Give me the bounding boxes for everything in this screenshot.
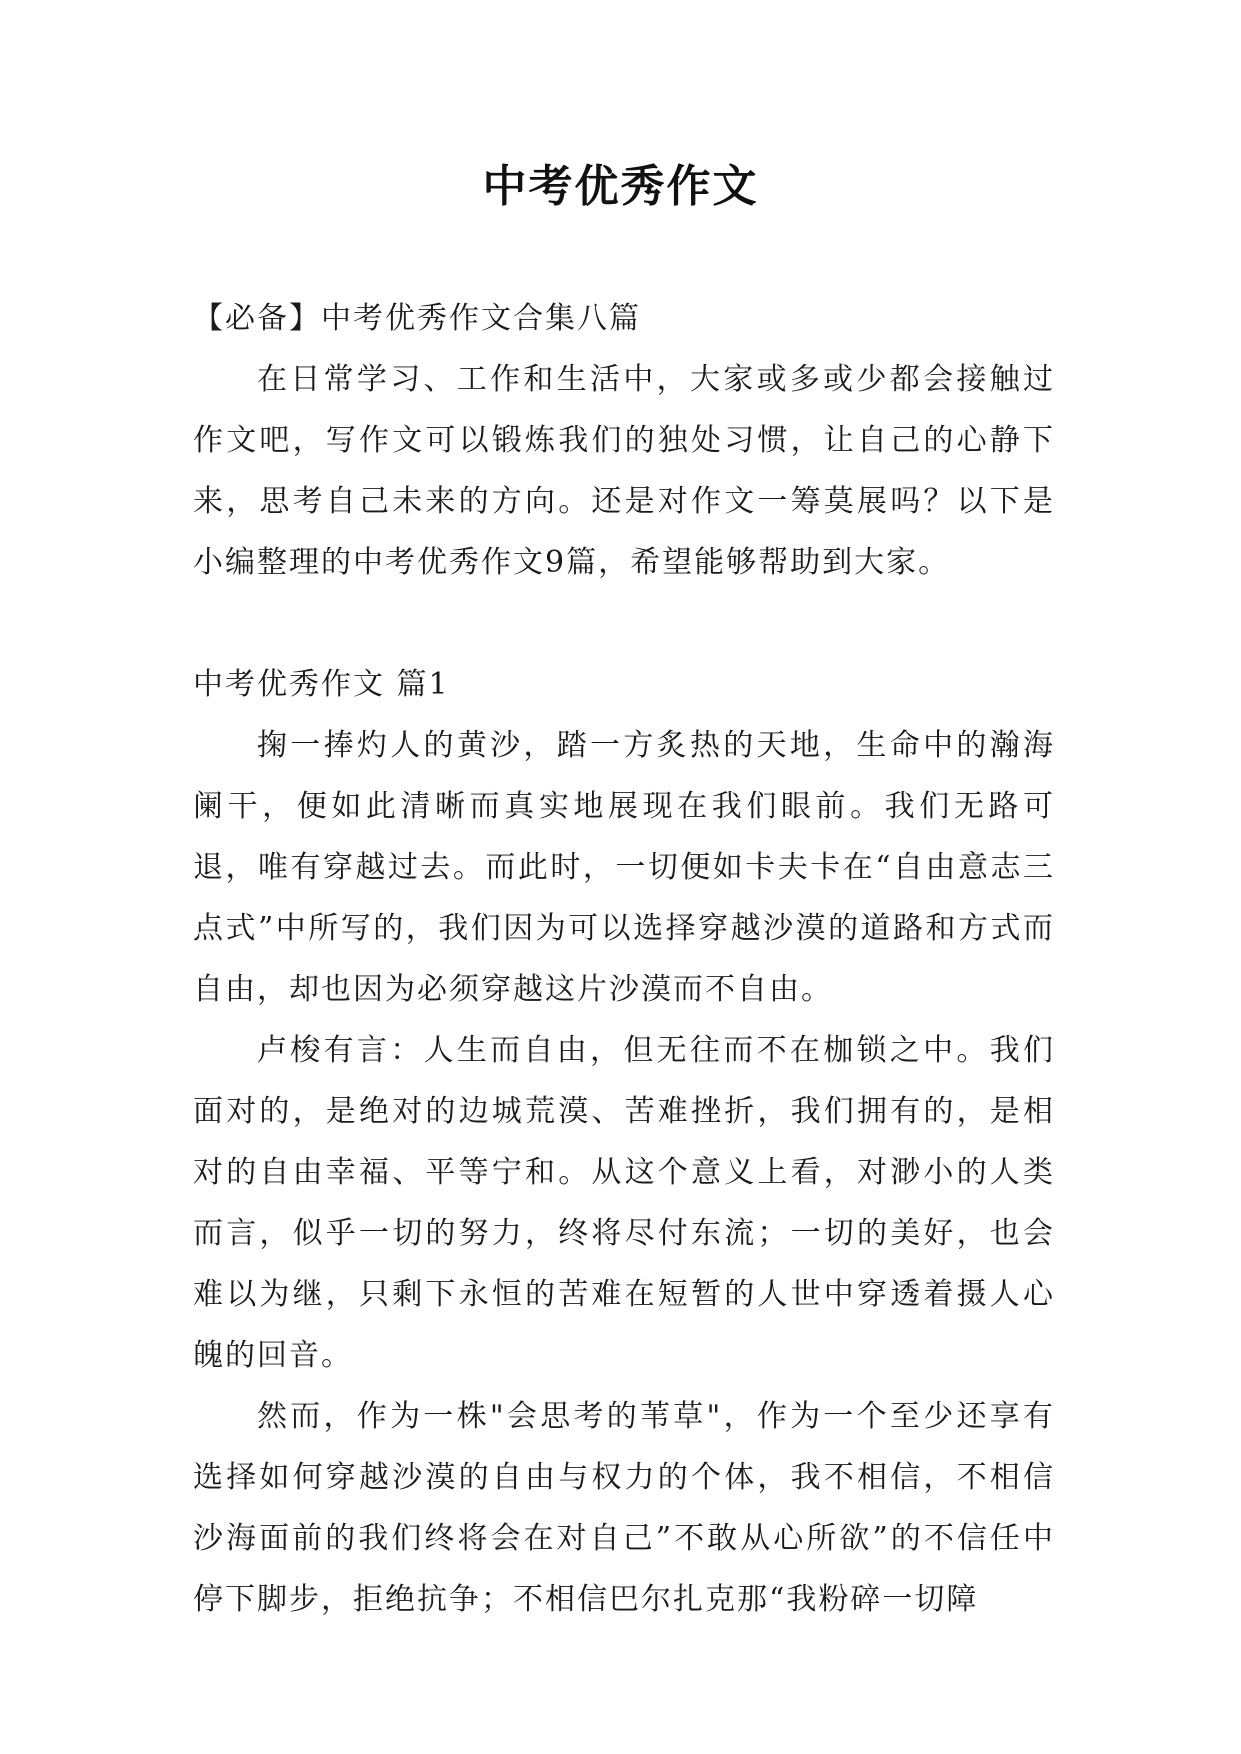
- document-body: [193, 288, 1055, 1630]
- body-paragraph-3: 然而，作为一株"会思考的苇草"，作为一个至少还享有选择如何穿越沙漠的自由与权力的个体，我不相信，不相信沙海面前的我们终将会在对自己”不敢从心所欲”的不信任中停下脚步，拒绝抗争；不相信巴尔扎克那“我粉碎一切障: [193, 1399, 1055, 1617]
- section-spacer: [193, 593, 1055, 654]
- section-heading: 中考优秀作文 篇1: [193, 667, 450, 702]
- document-title: 中考优秀作文: [482, 161, 759, 212]
- body-paragraph-1: 掬一捧灼人的黄沙，踏一方炙热的天地，生命中的瀚海阑干，便如此清晰而真实地展现在我们眼前。我们无路可退，唯有穿越过去。而此时，一切便如卡夫卡在“自由意志三点式”中所写的，我们因为可以选择穿越沙漠的道路和方式而自由，却也因为必须穿越这片沙漠而不自由。: [193, 728, 1055, 1007]
- intro-paragraph: 在日常学习、工作和生活中，大家或多或少都会接触过作文吧，写作文可以锻炼我们的独处习惯，让自己的心静下来，思考自己未来的方向。还是对作文一筹莫展吗？以下是小编整理的中考优秀作文9篇，希望能够帮助到大家。: [193, 362, 1055, 580]
- body-paragraph-2: 卢梭有言：人生而自由，但无往而不在枷锁之中。我们面对的，是绝对的边城荒漠、苦难挫折，我们拥有的，是相对的自由幸福、平等宁和。从这个意义上看，对渺小的人类而言，似乎一切的努力，终将尽付东流；一切的美好，也会难以为继，只剩下永恒的苦难在短暂的人世中穿透着摄人心魄的回音。: [193, 1033, 1055, 1373]
- collection-heading: 【必备】中考优秀作文合集八篇: [193, 301, 641, 336]
